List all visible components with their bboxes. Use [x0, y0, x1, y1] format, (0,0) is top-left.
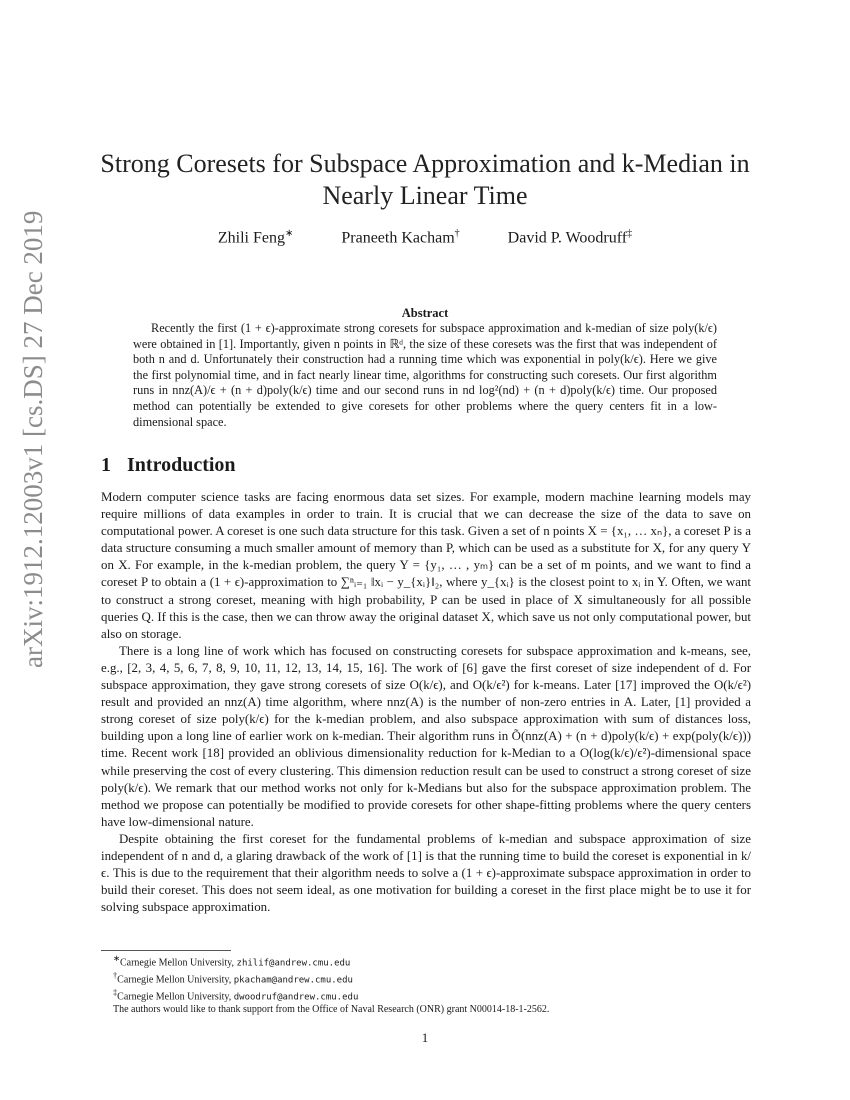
arxiv-stamp [6, 120, 58, 680]
paragraph: There is a long line of work which has focused on constructing coresets for subspace approximation and k-means, see, e.g., [2, 3, 4, 5, 6, 7, 8, 9, 10, 11, 12, 13, 14, 15, 16]. The work of [6] gave the first coreset of size independent of d. For subspace approximation, they gave strong coresets of size O(k/ϵ), and O(k/ϵ²) for k-means. Later [17] improved the O(k/ϵ²) result and provided an nnz(A) time algorithm, where nnz(A) is the number of non-zero entries in A. Later, [1] provided a strong coreset of size poly(k/ϵ) for the k-median problem, and also subspace approximation with sum of distances loss, building upon a long line of earlier work on k-median. Their algorithm runs in Õ(nnz(A) + (n + d)poly(k/ϵ) + exp(poly(k/ϵ))) time. Recent work [18] provided an oblivious dimensionality reduction for k-Median to a O(log(k/ϵ)/ϵ²)-dimensional space while preserving the cost of every clustering. This dimension reduction result can be used to construct a strong coreset of size poly(k/ϵ). We remark that our method works not only for k-Medians but also for the subspace approximation problem. The method we propose can potentially be modified to provide coresets for other shape-fitting problems where the query centers have low-dimensional nature. [101, 643, 751, 829]
section-title: Introduction [127, 454, 236, 476]
section-heading [101, 454, 236, 477]
acknowledgment: The authors would like to thank support from the Office of Naval Research (ONR) grant N00014-18-1-2562. [113, 1003, 550, 1015]
email-link[interactable]: zhilif@andrew.cmu.edu [236, 958, 351, 969]
author: Praneeth Kacham† [341, 228, 460, 247]
abstract-body [133, 321, 717, 430]
email-link[interactable]: pkacham@andrew.cmu.edu [233, 975, 353, 986]
paragraph: Modern computer science tasks are facing enormous data set sizes. For example, modern machine learning models may require millions of data examples in order to train. It is crucial that we can decrease the size of the data to save on computational power. A coreset is one such data structure for this task. Given a set of n points X = {x₁, … xₙ}, a coreset P is a data structure consuming a much smaller amount of memory than P, which can be used as a substitute for X, for any query Y on X. For example, in the k-median problem, the query Y = {y₁, … , yₘ} can be a set of m points, and we want to find a coreset P to obtain a (1 + ϵ)-approximation to ∑ⁿᵢ₌₁ ‖xᵢ − y_{xᵢ}‖₂, where y_{xᵢ} is the closest point to xᵢ in Y. Often, we want to construct a strong coreset, meaning with high probability, P can be used in place of X simultaneously for all possible queries Q. If this is the case, then we can throw away the original dataset X, which save us not only computational power, but also on storage. [101, 490, 751, 641]
author-list [100, 228, 750, 247]
introduction-body [101, 489, 751, 916]
paragraph: Despite obtaining the first coreset for the fundamental problems of k-median and subspace approximation of size independent of n and d, a glaring drawback of the work of [1] is that the running time to build the coreset is exponential in k/ϵ. This is due to the requirement that their algorithm needs to solve a (1 + ϵ)-approximate subspace approximation in order to build their coreset. This does not seem ideal, as one motivation for building a coreset in the first place might be to use it for solving subspace approximation. [101, 831, 751, 915]
footnote: †Carnegie Mellon University, pkacham@andrew.cmu.edu [113, 970, 353, 986]
footnote-rule [101, 950, 231, 951]
section-number: 1 [101, 454, 111, 476]
footnote: ‡Carnegie Mellon University, dwoodruf@andrew.cmu.edu [113, 987, 359, 1003]
email-link[interactable]: dwoodruf@andrew.cmu.edu [233, 992, 359, 1003]
footnotes [101, 953, 751, 1016]
page-number: 1 [421, 1030, 429, 1045]
footnote: ∗Carnegie Mellon University, zhilif@andrew.cmu.edu [113, 954, 351, 969]
author: David P. Woodruff‡ [507, 228, 633, 247]
abstract-text: Recently the first (1 + ϵ)-approximate strong coresets for subspace approximation and k-median of size poly(k/ϵ) were obtained in [1]. Importantly, given n points in ℝᵈ, the size of these coresets was the first that was independent of both n and d. Unfortunately their construction had a running time which was exponential in poly(k/ϵ). Here we give the first polynomial time, and in fact nearly linear time, algorithms for constructing such coresets. Our first algorithm runs in nnz(A)/ϵ + (n + d)poly(k/ϵ) time and our second runs in nd log²(nd) + (n + d)poly(k/ϵ) time. Our proposed method can potentially be extended to give coresets for other problems where the query centers fit in a low-dimensional space. [133, 321, 717, 429]
abstract-heading: Abstract [401, 306, 449, 320]
arxiv-id: arXiv:1912.12003v1 [cs.DS] 27 Dec 2019 [18, 210, 48, 668]
paper-title: Strong Coresets for Subspace Approximation and k-Median in Nearly Linear Time [100, 149, 750, 210]
author: Zhili Feng∗ [217, 228, 294, 247]
